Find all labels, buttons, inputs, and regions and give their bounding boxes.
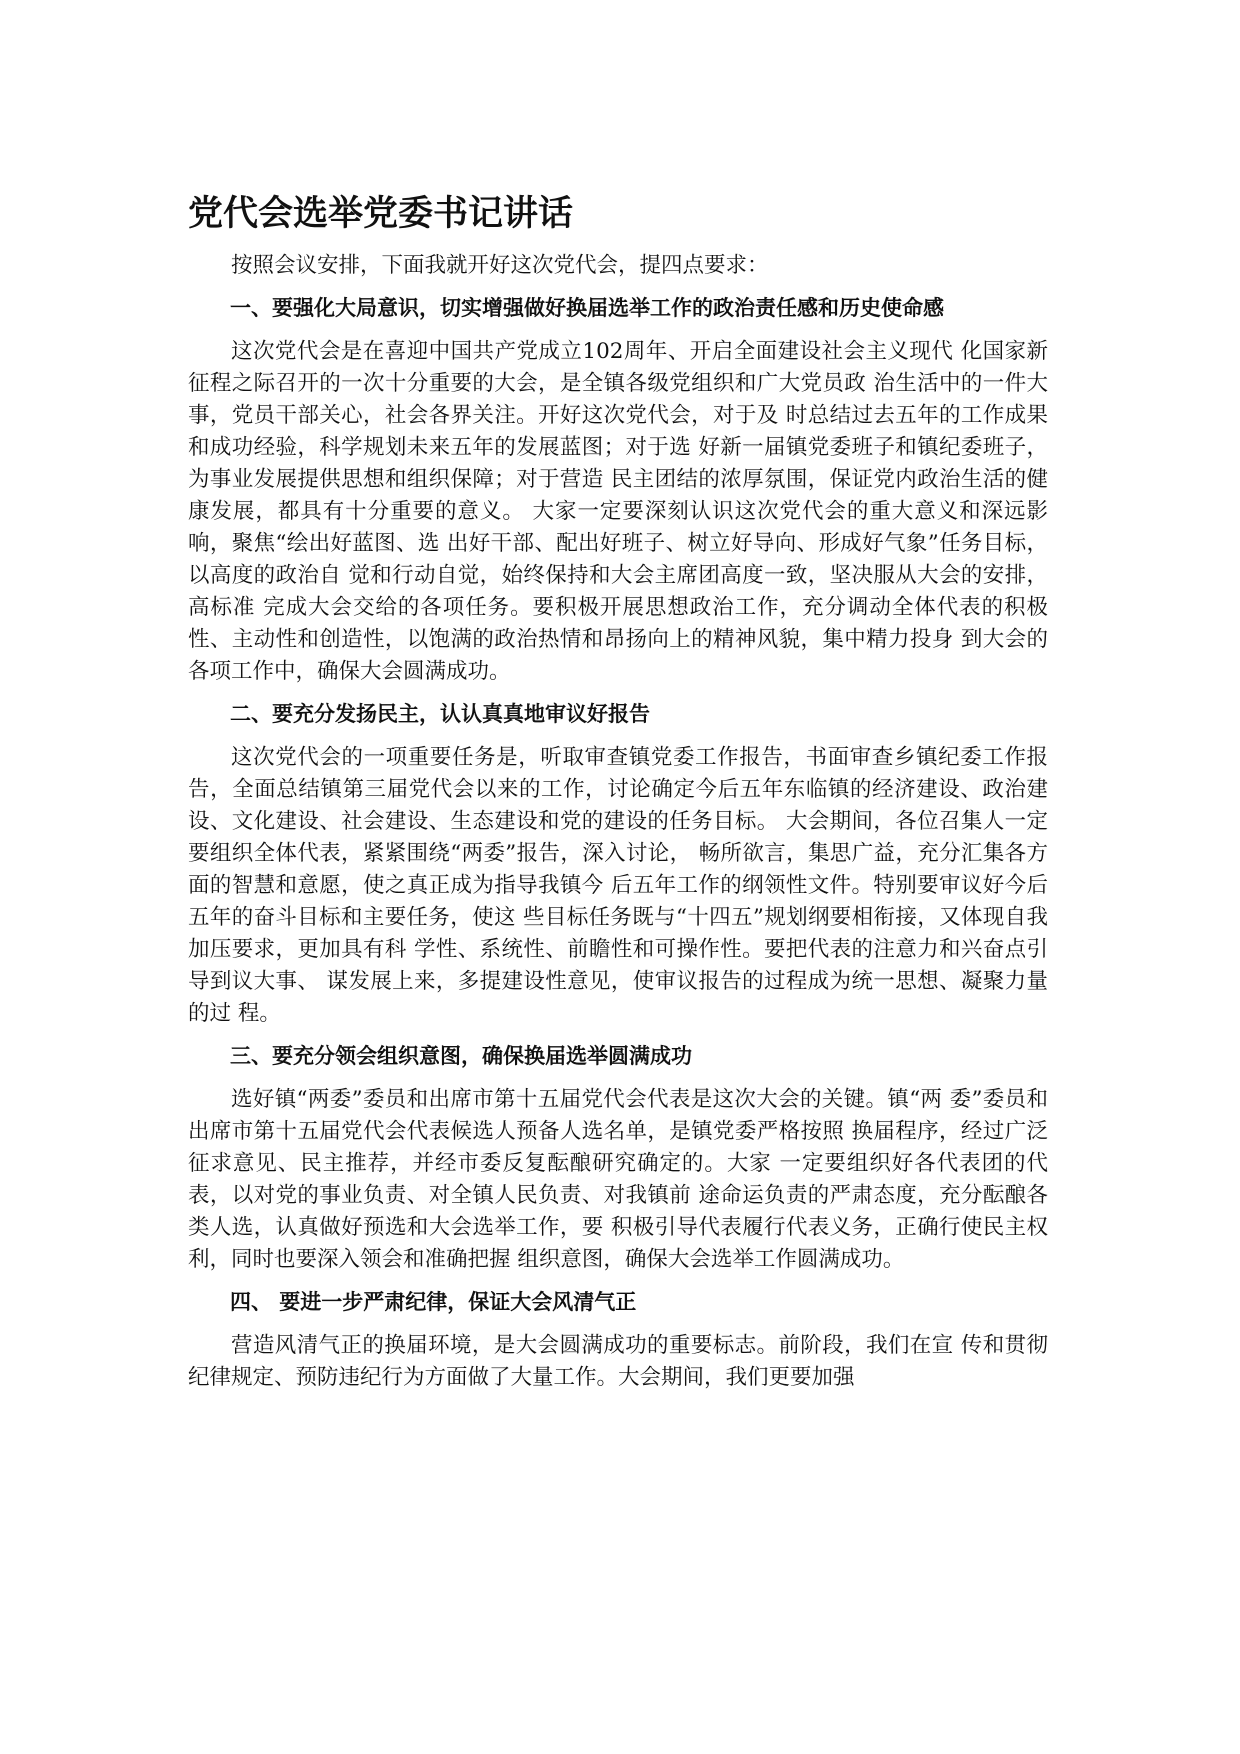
document-page bbox=[188, 190, 1048, 1404]
intro-paragraph: 按照会议安排，下面我就开好这次党代会，提四点要求： bbox=[231, 253, 769, 278]
document-title: 党代会选举党委书记讲话 bbox=[188, 194, 574, 234]
section-4-body: 营造风清气正的换届环境，是大会圆满成功的重要标志。前阶段，我们在宣 传和贯彻纪律规定、预防违纪行为方面做了大量工作。大会期间，我们更要加强 bbox=[188, 1333, 1048, 1390]
section-1-body: 这次党代会是在喜迎中国共产党成立102周年、开启全面建设社会主义现代 化国家新征程之际召开的一次十分重要的大会，是全镇各级党组织和广大党员政 治生活中的一件大事，党员干部关心，社会各界关注。开好这次党代会，对于及 时总结过去五年的工作成果和成功经验，科学规划未来五年的发展蓝图；对于选 好新一届镇党委班子和镇纪委班子，为事业发展提供思想和组织保障；对于营造 民主团结的浓厚氛围，保证党内政治生活的健康发展，都具有十分重要的意义。 大家一定要深刻认识这次党代会的重大意义和深远影响，聚焦“绘出好蓝图、选 出好干部、配出好班子、树立好导向、形成好气象”任务目标，以高度的政治自 觉和行动自觉，始终保持和大会主席团高度一致，坚决服从大会的安排，高标准 完成大会交给的各项任务。要积极开展思想政治工作，充分调动全体代表的积极 性、主动性和创造性，以饱满的政治热情和昂扬向上的精神风貌，集中精力投身 到大会的各项工作中，确保大会圆满成功。 bbox=[188, 339, 1048, 684]
section-2-heading: 二、要充分发扬民主，认认真真地审议好报告 bbox=[230, 702, 650, 726]
section-1-heading: 一、要强化大局意识，切实增强做好换届选举工作的政治责任感和历史使命感 bbox=[230, 296, 944, 320]
section-2-body: 这次党代会的一项重要任务是，听取审查镇党委工作报告，书面审查乡镇纪委工作报告，全面总结镇第三届党代会以来的工作，讨论确定今后五年东临镇的经济建设、政治建设、文化建设、社会建设、生态建设和党的建设的任务目标。 大会期间，各位召集人一定要组织全体代表，紧紧围绕“两委”报告，深入讨论， 畅所欲言，集思广益，充分汇集各方面的智慧和意愿，使之真正成为指导我镇今 后五年工作的纲领性文件。特别要审议好今后五年的奋斗目标和主要任务，使这 些目标任务既与“十四五”规划纲要相衔接，又体现自我加压要求，更加具有科 学性、系统性、前瞻性和可操作性。要把代表的注意力和兴奋点引导到议大事、 谋发展上来，多提建设性意见，使审议报告的过程成为统一思想、凝聚力量的过 程。 bbox=[188, 745, 1048, 1026]
section-3-body: 选好镇“两委”委员和出席市第十五届党代会代表是这次大会的关键。镇“两 委”委员和出席市第十五届党代会代表候选人预备人选名单，是镇党委严格按照 换届程序，经过广泛征求意见、民主推荐，并经市委反复酝酿研究确定的。大家 一定要组织好各代表团的代表，以对党的事业负责、对全镇人民负责、对我镇前 途命运负责的严肃态度，充分酝酿各类人选，认真做好预选和大会选举工作，要 积极引导代表履行代表义务，正确行使民主权利，同时也要深入领会和准确把握 组织意图，确保大会选举工作圆满成功。 bbox=[188, 1087, 1048, 1272]
section-3-heading: 三、要充分领会组织意图，确保换届选举圆满成功 bbox=[230, 1044, 692, 1068]
section-4-heading: 四、 要进一步严肃纪律，保证大会风清气正 bbox=[230, 1290, 637, 1314]
